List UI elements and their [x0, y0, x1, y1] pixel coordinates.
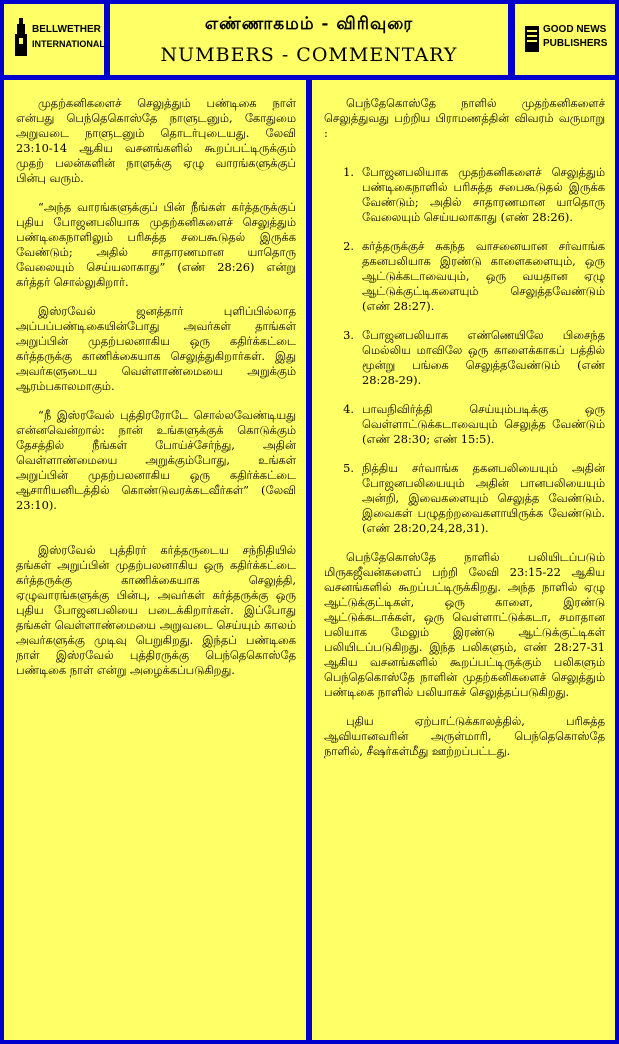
list-number: 1. [343, 165, 354, 179]
paragraph: புதிய ஏற்பாட்டுக்காலத்தில், பரிசுத்த ஆவியானவரின் அருள்மாரி, பெந்தெகொஸ்தே நாளில், சீஷர்கள்மீது ஊற்றப்பட்டது. [324, 714, 605, 758]
logo-left-line-1: BELLWETHER [32, 24, 101, 35]
paragraph: முதற்கனிகளைச் செலுத்தும் பண்டிகை நாள் என்பது பெந்தெகொஸ்தே நாளுடனும், கோதுமை அறுவடை நாளுடனும் தொடர்புடையது. லேவி 23:10-14 ஆகிய வசனங்களில் கூறப்பட்டிருக்கும் முதற் பலன்களின் நாளுக்கு ஏழு வாரங்களுக்குப் பின்பு வரும். [16, 96, 296, 185]
title-tamil: எண்ணாகமம் - விரிவுரை [204, 14, 414, 34]
list-item [324, 461, 605, 536]
list-text: போஜனபலியாக எண்ணெயிலே பிசைந்த மெல்லிய மாவிலே ஒரு காளைக்காகப் பத்தில் மூன்று பங்கை செலுத்தவேண்டும் (எண் 28:28-29). [362, 328, 605, 387]
list-number: 5. [343, 461, 354, 475]
good-news-logo [515, 4, 615, 75]
right-column [312, 80, 615, 1040]
list-item [324, 239, 605, 314]
intro-paragraph: பெந்தேகொஸ்தே நாளில் முதற்கனிகளைச் செலுத்துவது பற்றிய பிராமணத்தின் விவரம் வருமாறு : [324, 96, 605, 140]
bell-tower-icon [14, 18, 28, 56]
list-number: 2. [343, 239, 354, 253]
list-item [324, 165, 605, 225]
list-text: பாவநிவிர்த்தி செய்யும்படிக்கு ஒரு வெள்ளாட்டுக்கடாவையும் செலுத்த வேண்டும் (எண் 28:30; எண் 15:5). [362, 402, 605, 446]
paragraph: இஸ்ரவேல் ஜனத்தார் புளிப்பில்லாத அப்பப்பண்டிகையின்போது அவர்கள் தாங்கள் அறுப்பின் முதற்பலனாகிய ஒரு கதிர்க்கட்டை கர்த்தருக்கு காணிக்கையாக செலுத்துகிறார்கள். இது அவர்களுடைய வெள்ளாண்மையை அறுக்கும் ஆரம்பகாலமாகும். [16, 304, 296, 393]
list-text: கர்த்தருக்குச் சுகந்த வாசனையான சர்வாங்க தகனபலியாக இரண்டு காளைகளையும், ஒரு ஆட்டுக்கடாவையும், ஒரு வயதான ஏழு ஆட்டுக்குட்டிகளையும் செலுத்தவேண்டும் (எண் 28:27). [362, 239, 605, 313]
list-item [324, 402, 605, 447]
list-item [324, 328, 605, 388]
book-icon [525, 18, 539, 56]
list-text: போஜனபலியாக முதற்கனிகளைச் செலுத்தும் பண்டிகைநாளில் பரிசுத்த சபைகூடுதல் இருக்க வேண்டும்; அதில் சாதாரணமான யாதொரு வேலையும் செய்யலாகாது (எண் 28:26). [362, 165, 605, 224]
paragraph: “நீ இஸ்ரவேல் புத்திரரோடே சொல்லவேண்டியது என்னவென்றால்: நான் உங்களுக்குக் கொடுக்கும் தேசத்தில் நீங்கள் போய்ச்சேர்ந்து, அதின் வெள்ளாண்மையை அறுக்கும்போது, உங்கள் அறுப்பின் முதற்பலனாகிய ஒரு கதிர்க்கட்டை ஆசாரியனிடத்தில் கொண்டுவரக்கடவீர்கள்” (லேவி 23:10). [16, 408, 296, 512]
bellwether-logo [4, 4, 104, 75]
left-column [4, 80, 306, 1040]
page-header [110, 4, 508, 75]
list-text: நித்திய சர்வாங்க தகனபலியையும் அதின் போஜனபலியையும் அதின் பானபலியையும் அன்றி, இவைகளையும் செலுத்த வேண்டும். இவைகள் பழுதற்றவைகளாயிருக்க வேண்டும். (எண் 28:20,24,28,31). [362, 461, 605, 535]
logo-right-line-1: GOOD NEWS [543, 24, 607, 35]
paragraph: இஸ்ரவேல் புத்திரர் கர்த்தருடைய சந்நிதியில் தங்கள் அறுப்பின் முதற்பலனாகிய ஒரு கதிர்க்கட்டை கர்த்தருக்கு காணிக்கையாக செலுத்தி, ஏழுவாரங்களுக்கு பின்பு, அவர்கள் கர்த்தருக்கு ஒரு புதிய போஜனபலியை படைக்கிறார்கள். இப்போது தங்கள் வெள்ளாண்மையை அறுவடை செய்யும் காலம் அவர்களுக்கு முடிவு பெறுகிறது. இந்தப் பண்டிகை நாள் இஸ்ரவேல் புத்திரருக்கு பெந்தெகொஸ்தே பண்டிகை நாள் என்று அழைக்கப்படுகிறது. [16, 543, 296, 677]
logo-right-line-2: PUBLISHERS [543, 38, 608, 49]
list-number: 3. [343, 328, 354, 342]
title-english: NUMBERS - COMMENTARY [160, 44, 458, 66]
list-number: 4. [343, 402, 354, 416]
paragraph: பெந்தேகொஸ்தே நாளில் பலியிடப்படும் மிருகஜீவன்களைப் பற்றி லேவி 23:15-22 ஆகிய வசனங்களில் கூறப்பட்டிருக்கிறது. அந்த நாளில் ஏழு ஆட்டுக்குட்டிகள், ஒரு காளை, இரண்டு ஆட்டுக்கடாக்கள், ஒரு வெள்ளாட்டுக்கடா, சமாதான பலியாக மேலும் இரண்டு ஆட்டுக்குட்டிகள் பலியிடப்படுகிறது. இந்த பலிகளும், எண் 28:27-31 ஆகிய வசனங்களில் கூறப்பட்டிருக்கும் பலிகளும் பெந்தெகொஸ்தே நாளின் முதற்கனிகளைச் செலுத்தும் பண்டிகை நாளில் பலியாகச் செலுத்தப்படுகிறது. [324, 550, 605, 699]
paragraph: “அந்த வாரங்களுக்குப் பின் நீங்கள் கர்த்தருக்குப் புதிய போஜனபலியாக முதற்கனிகளைச் செலுத்தும் பண்டிகைநாளிலும் பரிசுத்த சபைகூடுதல் இருக்க வேண்டும்; அதில் சாதாரணமான யாதொரு வேலையும் செய்யலாகாது” (எண் 28:26) என்று கர்த்தர் சொல்லுகிறார். [16, 200, 296, 289]
logo-left-line-2: INTERNATIONAL [32, 39, 105, 49]
